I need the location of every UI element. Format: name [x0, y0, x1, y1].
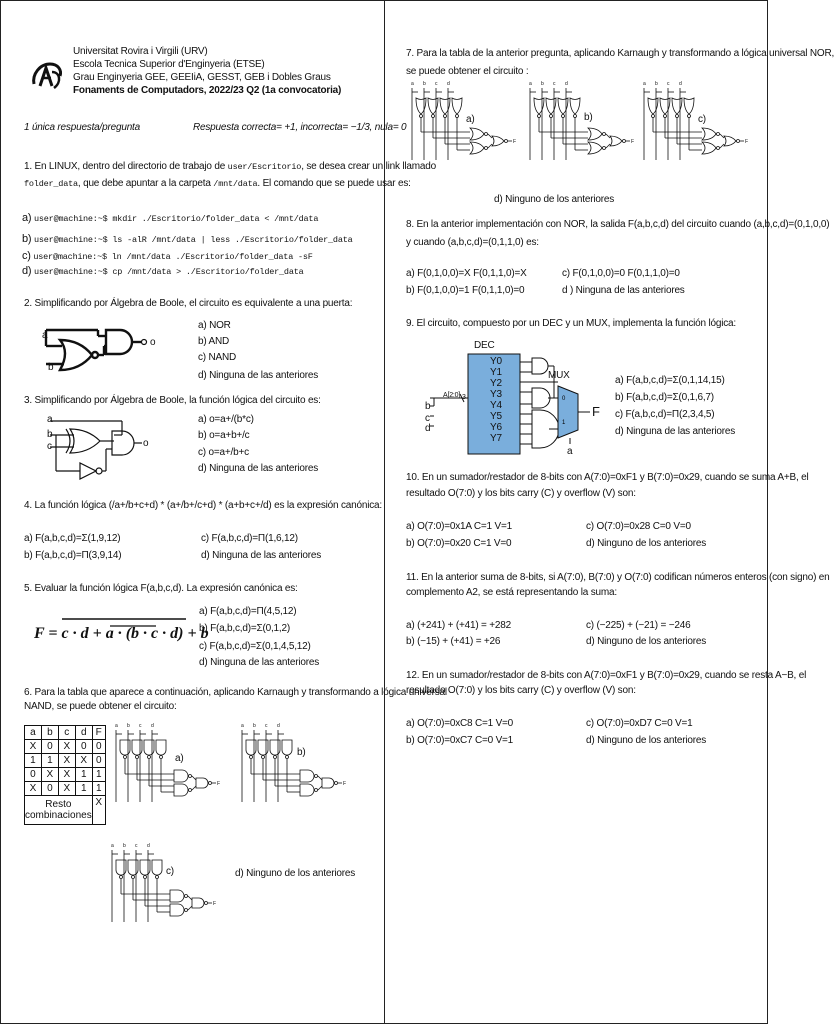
q6-option-d: d) Ninguno de los anteriores — [235, 868, 356, 879]
q11-question-line1: 11. En la anterior suma de 8-bits, si A(7:0), B(7:0) y O(7:0) codifican números enteros (con signo) en — [406, 572, 830, 583]
rule-single-answer: 1 única respuesta/pregunta — [24, 122, 140, 133]
q3-option-b: b) o=a+b+/c — [198, 430, 250, 441]
q9-output-y1: Y1 — [490, 367, 502, 378]
rule-scoring: Respuesta correcta= +1, incorrecta= −1/3, nula= 0 — [193, 122, 407, 133]
q6-option-a: a) — [175, 753, 184, 764]
q9-output-y3: Y3 — [490, 389, 502, 400]
q7-circuit-a — [406, 80, 518, 164]
q10-question-line2: resultado O(7:0) y los bits carry (C) y overflow (V) son: — [406, 488, 636, 499]
table-cell — [25, 796, 93, 825]
circuit-input-label: a — [529, 81, 532, 87]
q2-option-d: d) Ninguna de las anteriores — [198, 370, 319, 381]
svg-text:1: 1 — [562, 420, 566, 426]
q2-option-b: b) AND — [198, 336, 230, 347]
q6-question-line1: 6. Para la tabla que aparece a continuación, aplicando Karnaugh y transformando a lógica universal — [24, 687, 447, 698]
table-cell: X — [58, 740, 75, 754]
table-row — [25, 796, 106, 825]
table-header-row — [25, 726, 106, 740]
circuit-input-label: a — [411, 81, 414, 87]
q9-bus-label: A[2:0] — [443, 392, 461, 399]
q7-option-c: c) — [698, 114, 706, 125]
q9-option-c: c) F(a,b,c,d)=Π(2,3,4,5) — [615, 409, 715, 420]
table-cell: 0 — [41, 740, 58, 754]
table-cell: 1 — [75, 782, 92, 796]
q7-option-b: b) — [584, 112, 593, 123]
q1-text-d: . El comando que se puede usar es: — [257, 178, 411, 189]
q3-input-a: a — [47, 414, 53, 425]
q8-question-line2: y cuando (a,b,c,d)=(0,1,1,0) es: — [406, 237, 539, 248]
q10-question-line1: 10. En un sumador/restador de 8-bits con A(7:0)=0xF1 y B(7:0)=0x29, cuando se suma A+B, el — [406, 472, 809, 483]
circuit-input-label: b — [253, 723, 256, 729]
table-header-cell: F — [92, 726, 105, 740]
q7-question-line2: se puede obtener el circuito : — [406, 66, 529, 77]
q1-line1 — [24, 161, 436, 173]
table-cell: X — [58, 782, 75, 796]
table-cell: 1 — [41, 754, 58, 768]
table-cell: X — [58, 768, 75, 782]
q10-option-d: d) Ninguno de los anteriores — [586, 538, 707, 549]
table-cell: 1 — [92, 768, 105, 782]
q3-output-o: o — [143, 438, 149, 449]
circuit-input-label: a — [111, 843, 114, 849]
q1-code-dir: user/Escritorio — [227, 162, 302, 172]
q12-option-a: a) O(7:0)=0xC8 C=1 V=0 — [406, 718, 514, 729]
table-cell: X — [25, 782, 42, 796]
circuit-input-label: a — [241, 723, 244, 729]
q9-option-b: b) F(a,b,c,d)=Σ(0,1,6,7) — [615, 392, 714, 403]
circuit-input-label: c — [135, 843, 138, 849]
header-degrees: Grau Enginyeria GEE, GEEIiA, GESST, GEB i Dobles Graus — [73, 72, 331, 83]
table-row — [25, 740, 106, 754]
q6-truth-table — [24, 725, 106, 825]
circuit-output-label: F — [213, 901, 217, 907]
table-cell: 1 — [75, 768, 92, 782]
circuit-input-label: a — [643, 81, 646, 87]
q4-option-b: b) F(a,b,c,d)=Π(3,9,14) — [24, 550, 122, 561]
circuit-input-label: d — [277, 723, 280, 729]
q9-mux-label: MUX — [548, 370, 570, 381]
circuit-output-label: F — [631, 139, 635, 145]
q12-option-d: d) Ninguno de los anteriores — [586, 735, 707, 746]
q9-output-y5: Y5 — [490, 411, 502, 422]
table-row — [25, 768, 106, 782]
q7-option-d: d) Ninguno de los anteriores — [494, 194, 615, 205]
q2-option-c: c) NAND — [198, 352, 237, 363]
q12-option-b: b) O(7:0)=0xC7 C=0 V=1 — [406, 735, 514, 746]
q9-output-y2: Y2 — [490, 378, 502, 389]
circuit-input-label: d — [565, 81, 568, 87]
table-header-cell: a — [25, 726, 42, 740]
table-cell: 0 — [25, 768, 42, 782]
q1-option-c: c) user@machine:~$ ln /mnt/data ./Escritorio/folder_data -sF — [22, 250, 313, 262]
q1-line2 — [24, 178, 411, 190]
header-course: Fonaments de Computadors, 2022/23 Q2 (1a convocatoria) — [73, 85, 342, 96]
q5-option-c: c) F(a,b,c,d)=Σ(0,1,4,5,12) — [199, 641, 311, 652]
q7-option-a: a) — [466, 114, 475, 125]
q1-option-a-cmd: user@machine:~$ mkdir ./Escritorio/folder_data < /mnt/data — [33, 214, 319, 224]
q4-question: 4. La función lógica (/a+/b+c+d) * (a+/b+/c+d) * (a+b+c+/d) es la expresión canónica: — [24, 500, 382, 511]
table-cell: X — [25, 740, 42, 754]
table-header-cell: c — [58, 726, 75, 740]
q6-question-line2: NAND, se puede obtener el circuito: — [24, 701, 177, 712]
circuit-input-label: b — [423, 81, 426, 87]
circuit-output-label: F — [217, 781, 221, 787]
q1-text-a: 1. En LINUX, dentro del directorio de trabajo de — [24, 161, 228, 172]
q6-option-c: c) — [166, 866, 174, 877]
q3-question: 3. Simplificando por Álgebra de Boole, la función lógica del circuito es: — [24, 395, 321, 406]
q3-circuit-diagram — [46, 413, 156, 485]
q4-option-c: c) F(a,b,c,d)=Π(1,6,12) — [201, 533, 298, 544]
circuit-input-label: b — [655, 81, 658, 87]
q9-option-a: a) F(a,b,c,d)=Σ(0,1,14,15) — [615, 375, 725, 386]
q3-option-a: a) o=a+/(b*c) — [198, 414, 254, 425]
circuit-input-label: c — [435, 81, 438, 87]
q9-bus-width: 3 — [462, 394, 466, 401]
circuit-input-label: c — [667, 81, 670, 87]
q1-option-a: a) user@machine:~$ mkdir ./Escritorio/folder_data < /mnt/data — [22, 212, 319, 224]
table-row — [25, 754, 106, 768]
table-header-cell: d — [75, 726, 92, 740]
q9-dec-mux-diagram — [420, 350, 590, 460]
table-cell: 0 — [92, 754, 105, 768]
table-cell: 1 — [92, 782, 105, 796]
q8-question-line1: 8. En la anterior implementación con NOR, la salida F(a,b,c,d) del circuito cuando (a,b,c,d)=(0,1,0,0) — [406, 219, 830, 230]
q1-text-c: , que debe apuntar a la carpeta — [77, 178, 214, 189]
q9-output-y6: Y6 — [490, 422, 502, 433]
q3-option-d: d) Ninguna de las anteriores — [198, 463, 319, 474]
circuit-input-label: d — [151, 723, 154, 729]
table-cell: 0 — [75, 740, 92, 754]
q9-dec-label: DEC — [474, 340, 495, 351]
rest-label-2: combinaciones — [25, 810, 92, 821]
q5-formula: F = c · d + a · (b · c · d) + b — [34, 625, 209, 642]
q11-option-c: c) (−225) + (−21) = −246 — [586, 620, 691, 631]
q4-option-d: d) Ninguna de las anteriores — [201, 550, 322, 561]
q6-option-b: b) — [297, 747, 306, 758]
circuit-input-label: a — [115, 723, 118, 729]
q1-option-d-cmd: user@machine:~$ cp /mnt/data > ./Escritorio/folder_data — [33, 267, 304, 277]
circuit-input-label: d — [679, 81, 682, 87]
q8-option-b: b) F(0,1,0,0)=1 F(0,1,1,0)=0 — [406, 285, 525, 296]
q2-output-o: o — [150, 337, 156, 348]
header-school: Escola Tecnica Superior d'Enginyeria (ETSE) — [73, 59, 265, 70]
q2-question: 2. Simplificando por Álgebra de Boole, el circuito es equivalente a una puerta: — [24, 298, 353, 309]
q6-circuit-c — [106, 842, 218, 926]
q9-input-b: b — [425, 401, 431, 412]
circuit-input-label: b — [127, 723, 130, 729]
q1-text-b: , se desea crear un link llamado — [301, 161, 436, 172]
svg-text:0: 0 — [562, 396, 566, 402]
circuit-input-label: b — [541, 81, 544, 87]
circuit-input-label: c — [139, 723, 142, 729]
circuit-output-label: F — [513, 139, 517, 145]
q10-option-a: a) O(7:0)=0x1A C=1 V=1 — [406, 521, 512, 532]
q1-code-target: /mnt/data — [213, 179, 258, 189]
table-cell: 0 — [92, 740, 105, 754]
table-row — [25, 782, 106, 796]
q7-circuit-b — [524, 80, 636, 164]
q1-code-link: folder_data — [24, 179, 78, 189]
q11-option-d: d) Ninguno de los anteriores — [586, 636, 707, 647]
rest-label: Resto — [45, 799, 72, 810]
q9-output-f: F — [592, 404, 600, 419]
q7-circuit-c — [638, 80, 750, 164]
q1-option-b: b) user@machine:~$ ls -alR /mnt/data | less ./Escritorio/folder_data — [22, 233, 353, 245]
q2-option-a: a) NOR — [198, 320, 231, 331]
q10-option-c: c) O(7:0)=0x28 C=0 V=0 — [586, 521, 691, 532]
table-cell: X — [58, 754, 75, 768]
circuit-input-label: d — [447, 81, 450, 87]
q9-select-a: a — [567, 446, 573, 457]
circuit-input-label: c — [553, 81, 556, 87]
q1-option-b-cmd: user@machine:~$ ls -alR /mnt/data | less ./Escritorio/folder_data — [33, 235, 353, 245]
q2-input-b: b — [48, 362, 54, 373]
table-header-cell: b — [41, 726, 58, 740]
header-university: Universitat Rovira i Virgili (URV) — [73, 46, 208, 57]
circuit-output-label: F — [343, 781, 347, 787]
q9-output-y7: Y7 — [490, 433, 502, 444]
q11-option-b: b) (−15) + (+41) = +26 — [406, 636, 501, 647]
q5-option-b: b) F(a,b,c,d)=Σ(0,1,2) — [199, 623, 290, 634]
q4-option-a: a) F(a,b,c,d)=Σ(1,9,12) — [24, 533, 121, 544]
q9-input-c: c — [425, 413, 430, 424]
q5-option-d: d) Ninguna de las anteriores — [199, 657, 320, 668]
table-cell: 1 — [25, 754, 42, 768]
q8-option-a: a) F(0,1,0,0)=X F(0,1,1,0)=X — [406, 268, 527, 279]
q12-question-line2: resultado O(7:0) y los bits carry (C) y overflow (V) son: — [406, 685, 636, 696]
circuit-input-label: c — [265, 723, 268, 729]
circuit-input-label: d — [147, 843, 150, 849]
table-cell: 0 — [41, 782, 58, 796]
q6-circuit-a — [110, 722, 222, 806]
q6-circuit-b — [236, 722, 348, 806]
q3-option-c: c) o=a+/b+c — [198, 447, 249, 458]
q9-input-d: d — [425, 423, 431, 434]
q11-question-line2: complemento A2, se está representando la suma: — [406, 587, 617, 598]
q3-input-b: b — [47, 429, 53, 440]
q9-output-y4: Y4 — [490, 400, 502, 411]
q11-option-a: a) (+241) + (+41) = +282 — [406, 620, 511, 631]
table-cell: X — [92, 796, 105, 825]
table-cell: X — [75, 754, 92, 768]
q5-option-a: a) F(a,b,c,d)=Π(4,5,12) — [199, 606, 297, 617]
table-cell: X — [41, 768, 58, 782]
q3-input-c: c — [47, 441, 52, 452]
column-divider — [384, 0, 385, 1024]
q8-option-c: c) F(0,1,0,0)=0 F(0,1,1,0)=0 — [562, 268, 680, 279]
q12-option-c: c) O(7:0)=0xD7 C=0 V=1 — [586, 718, 693, 729]
circuit-input-label: b — [123, 843, 126, 849]
q2-circuit-diagram — [40, 322, 155, 378]
q1-option-d: d) user@machine:~$ cp /mnt/data > ./Escritorio/folder_data — [22, 265, 304, 277]
q12-question-line1: 12. En un sumador/restador de 8-bits con A(7:0)=0xF1 y B(7:0)=0x29, cuando se resta A−B, el — [406, 670, 807, 681]
q2-input-a: a — [42, 330, 48, 341]
q9-question: 9. El circuito, compuesto por un DEC y un MUX, implementa la función lógica: — [406, 318, 736, 329]
q1-option-c-cmd: user@machine:~$ ln /mnt/data ./Escritorio/folder_data -sF — [33, 252, 313, 262]
q5-question: 5. Evaluar la función lógica F(a,b,c,d). La expresión canónica es: — [24, 583, 298, 594]
urv-logo-icon — [30, 58, 66, 92]
q9-option-d: d) Ninguna de las anteriores — [615, 426, 736, 437]
circuit-output-label: F — [745, 139, 749, 145]
q7-question-line1: 7. Para la tabla de la anterior pregunta, aplicando Karnaugh y transformando a lógica universal NOR, — [406, 48, 834, 59]
q8-option-d: d ) Ninguna de las anteriores — [562, 285, 685, 296]
q9-output-y0: Y0 — [490, 356, 502, 367]
q10-option-b: b) O(7:0)=0x20 C=1 V=0 — [406, 538, 512, 549]
